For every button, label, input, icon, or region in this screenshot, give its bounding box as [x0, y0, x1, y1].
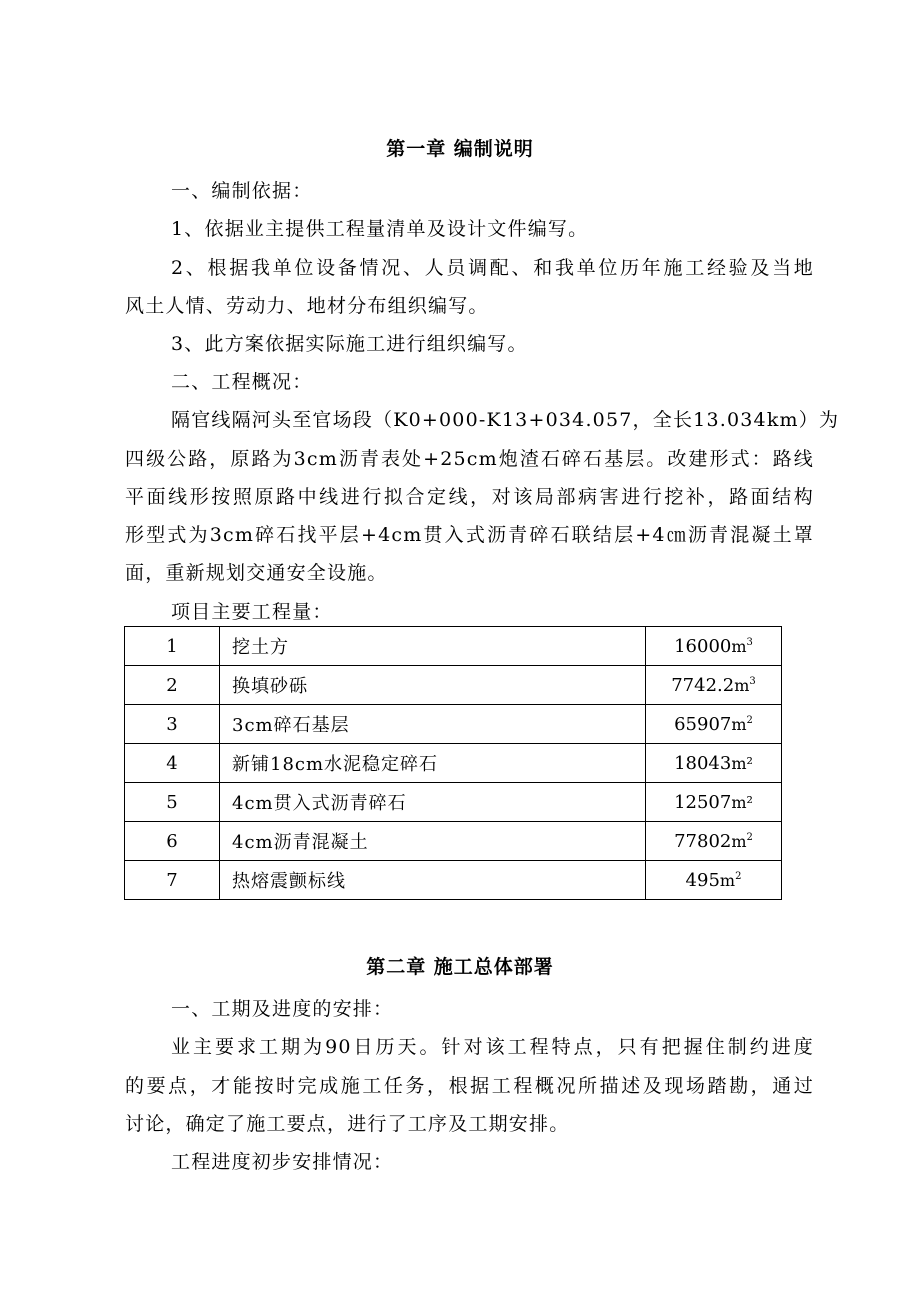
work-item: 挖土方	[220, 627, 646, 666]
work-quantity	[646, 783, 782, 822]
section-overview-heading: 二、工程概况：	[171, 371, 313, 393]
overview-line-3: 平面线形按照原路中线进行拟合定线，对该局部病害进行挖补，路面结构	[125, 486, 814, 508]
chapter1-title: 第一章 编制说明	[386, 138, 534, 160]
table-row	[125, 783, 782, 822]
basis-item-2-cont: 风土人情、劳动力、地材分布组织编写。	[125, 295, 489, 317]
quantity-unit: m	[731, 714, 747, 734]
work-item: 热熔震颤标线	[220, 861, 646, 900]
work-quantity	[646, 822, 782, 861]
row-number: 3	[125, 705, 220, 744]
quantity-unit: m	[719, 870, 736, 890]
work-quantity	[646, 666, 782, 705]
quantity-unit: m	[731, 831, 747, 851]
work-item: 4cm沥青混凝土	[220, 822, 646, 861]
progress-label: 工程进度初步安排情况：	[171, 1151, 394, 1173]
work-quantity	[646, 744, 782, 783]
unit-exponent: 3	[749, 675, 756, 687]
basis-item-3: 3、此方案依据实际施工进行组织编写。	[171, 333, 528, 355]
work-quantity	[646, 861, 782, 900]
quantity-unit: m²	[731, 753, 753, 773]
table-row	[125, 744, 782, 783]
basis-item-1: 1、依据业主提供工程量清单及设计文件编写。	[171, 218, 589, 240]
chapter2-title: 第二章 施工总体部署	[366, 956, 554, 978]
row-number: 6	[125, 822, 220, 861]
work-quantity	[646, 627, 782, 666]
overview-line-4: 形型式为3cm碎石找平层+4cm贯入式沥青碎石联结层+4㎝沥青混凝土罩	[125, 524, 814, 546]
table-row	[125, 705, 782, 744]
overview-line-1: 隔官线隔河头至官场段（K0+000-K13+034.057，全长13.034km）为	[171, 409, 840, 431]
quantity-value: 77802	[674, 830, 732, 852]
overview-line-5: 面，重新规划交通安全设施。	[125, 562, 388, 584]
schedule-line-2: 的要点，才能按时完成施工任务，根据工程概况所描述及现场踏勘，通过	[125, 1075, 814, 1097]
work-quantity	[646, 705, 782, 744]
quantity-unit: m²	[731, 792, 753, 812]
quantity-value: 7742.2	[671, 674, 735, 696]
quantity-unit: m	[731, 636, 747, 656]
row-number: 2	[125, 666, 220, 705]
work-item: 新铺18cm水泥稳定碎石	[220, 744, 646, 783]
unit-exponent: 2	[735, 870, 742, 882]
quantities-label: 项目主要工程量：	[171, 601, 333, 623]
quantity-value: 495	[685, 869, 720, 891]
table-row	[125, 627, 782, 666]
quantity-value: 12507	[674, 791, 732, 813]
quantity-value: 65907	[674, 713, 732, 735]
row-number: 5	[125, 783, 220, 822]
quantity-value: 16000	[674, 635, 732, 657]
work-item: 4cm贯入式沥青碎石	[220, 783, 646, 822]
quantity-unit: m	[734, 675, 750, 695]
table-row	[125, 666, 782, 705]
section-schedule-heading: 一、工期及进度的安排：	[171, 998, 394, 1020]
table-row	[125, 861, 782, 900]
quantity-value: 18043	[674, 752, 732, 774]
unit-exponent: 2	[746, 714, 753, 726]
row-number: 4	[125, 744, 220, 783]
unit-exponent: 2	[746, 831, 753, 843]
table-row	[125, 822, 782, 861]
work-item: 换填砂砾	[220, 666, 646, 705]
row-number: 7	[125, 861, 220, 900]
quantities-table	[124, 626, 782, 900]
row-number: 1	[125, 627, 220, 666]
basis-item-2: 2、根据我单位设备情况、人员调配、和我单位历年施工经验及当地	[171, 257, 814, 279]
section-basis-heading: 一、编制依据：	[171, 180, 313, 202]
schedule-line-3: 讨论，确定了施工要点，进行了工序及工期安排。	[125, 1113, 570, 1135]
work-item: 3cm碎石基层	[220, 705, 646, 744]
schedule-line-1: 业主要求工期为90日历天。针对该工程特点，只有把握住制约进度	[171, 1036, 814, 1058]
unit-exponent: 3	[746, 636, 753, 648]
overview-line-2: 四级公路，原路为3cm沥青表处+25cm炮渣石碎石基层。改建形式：路线	[125, 448, 814, 470]
